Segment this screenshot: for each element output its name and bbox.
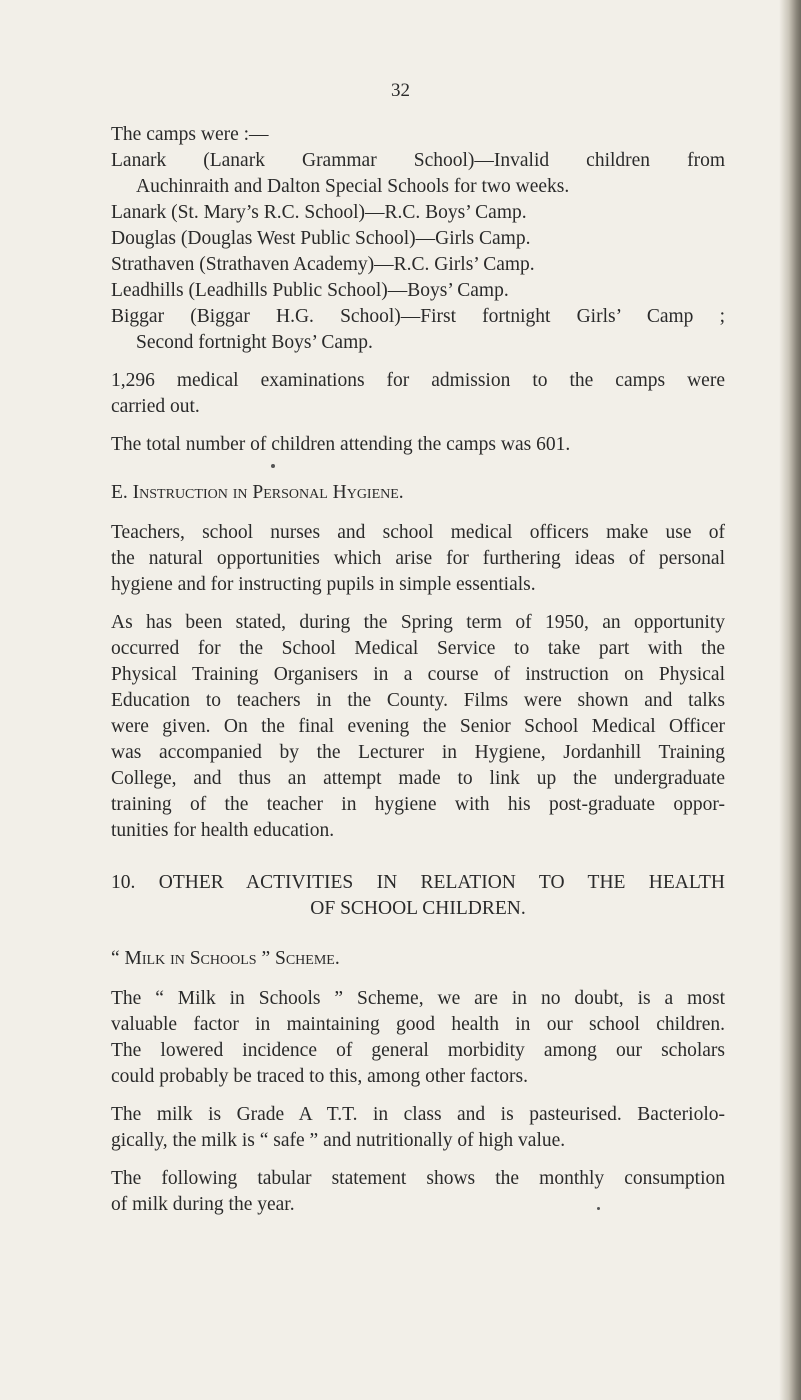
camp-item: Biggar (Biggar H.G. School)—First fortnight Girls’ Camp ; (111, 306, 725, 327)
hygiene-paragraph-line: tunities for health education. (111, 820, 335, 841)
section-e-heading: E. Instruction in Personal Hygiene. (111, 482, 404, 503)
milk-paragraph-line: could probably be traced to this, among other factors. (111, 1066, 528, 1087)
speck-mark (271, 464, 275, 468)
camp-item: Douglas (Douglas West Public School)—Girls Camp. (111, 228, 531, 249)
hygiene-paragraph-line: occurred for the School Medical Service to take part with the (111, 638, 725, 659)
milk-paragraph-line: The milk is Grade A T.T. in class and is pasteurised. Bacteriolo- (111, 1104, 725, 1125)
hygiene-paragraph-line: hygiene and for instructing pupils in simple essentials. (111, 574, 536, 595)
camp-item-continuation: Auchinraith and Dalton Special Schools for two weeks. (136, 176, 570, 197)
milk-paragraph-line: The lowered incidence of general morbidity among our scholars (111, 1040, 725, 1061)
hygiene-paragraph-line: Physical Training Organisers in a course of instruction on Physical (111, 664, 725, 685)
milk-paragraph-line: of milk during the year. (111, 1194, 295, 1215)
camps-intro: The camps were :— (111, 124, 269, 145)
milk-scheme-heading: “ Milk in Schools ” Scheme. (111, 948, 340, 969)
camp-item-continuation: Second fortnight Boys’ Camp. (136, 332, 373, 353)
milk-paragraph-line: The following tabular statement shows the monthly consumption (111, 1168, 725, 1189)
page-edge-shadow (779, 0, 801, 1400)
section-10-heading: OF SCHOOL CHILDREN. (310, 898, 526, 919)
hygiene-paragraph-line: were given. On the final evening the Senior School Medical Officer (111, 716, 725, 737)
examinations-line: 1,296 medical examinations for admission to the camps were (111, 370, 725, 391)
camp-item: Strathaven (Strathaven Academy)—R.C. Girls’ Camp. (111, 254, 535, 275)
camp-item: Leadhills (Leadhills Public School)—Boys’ Camp. (111, 280, 509, 301)
hygiene-paragraph-line: was accompanied by the Lecturer in Hygiene, Jordanhill Training (111, 742, 725, 763)
total-children: The total number of children attending the camps was 601. (111, 434, 571, 455)
page-number: 32 (391, 80, 410, 101)
camp-item: Lanark (Lanark Grammar School)—Invalid children from (111, 150, 725, 171)
milk-paragraph-line: The “ Milk in Schools ” Scheme, we are in no doubt, is a most (111, 988, 725, 1009)
examinations-line: carried out. (111, 396, 200, 417)
hygiene-paragraph-line: training of the teacher in hygiene with his post-graduate oppor- (111, 794, 725, 815)
hygiene-paragraph-line: Teachers, school nurses and school medical officers make use of (111, 522, 725, 543)
camp-item: Lanark (St. Mary’s R.C. School)—R.C. Boys’ Camp. (111, 202, 527, 223)
milk-paragraph-line: valuable factor in maintaining good health in our school children. (111, 1014, 725, 1035)
hygiene-paragraph-line: Education to teachers in the County. Films were shown and talks (111, 690, 725, 711)
milk-paragraph-line: gically, the milk is “ safe ” and nutritionally of high value. (111, 1130, 566, 1151)
hygiene-paragraph-line: College, and thus an attempt made to link up the undergraduate (111, 768, 725, 789)
speck-mark (597, 1207, 600, 1210)
hygiene-paragraph-line: the natural opportunities which arise for furthering ideas of personal (111, 548, 725, 569)
section-10-heading: 10. OTHER ACTIVITIES IN RELATION TO THE HEALTH (111, 872, 725, 893)
hygiene-paragraph-line: As has been stated, during the Spring term of 1950, an opportunity (111, 612, 725, 633)
